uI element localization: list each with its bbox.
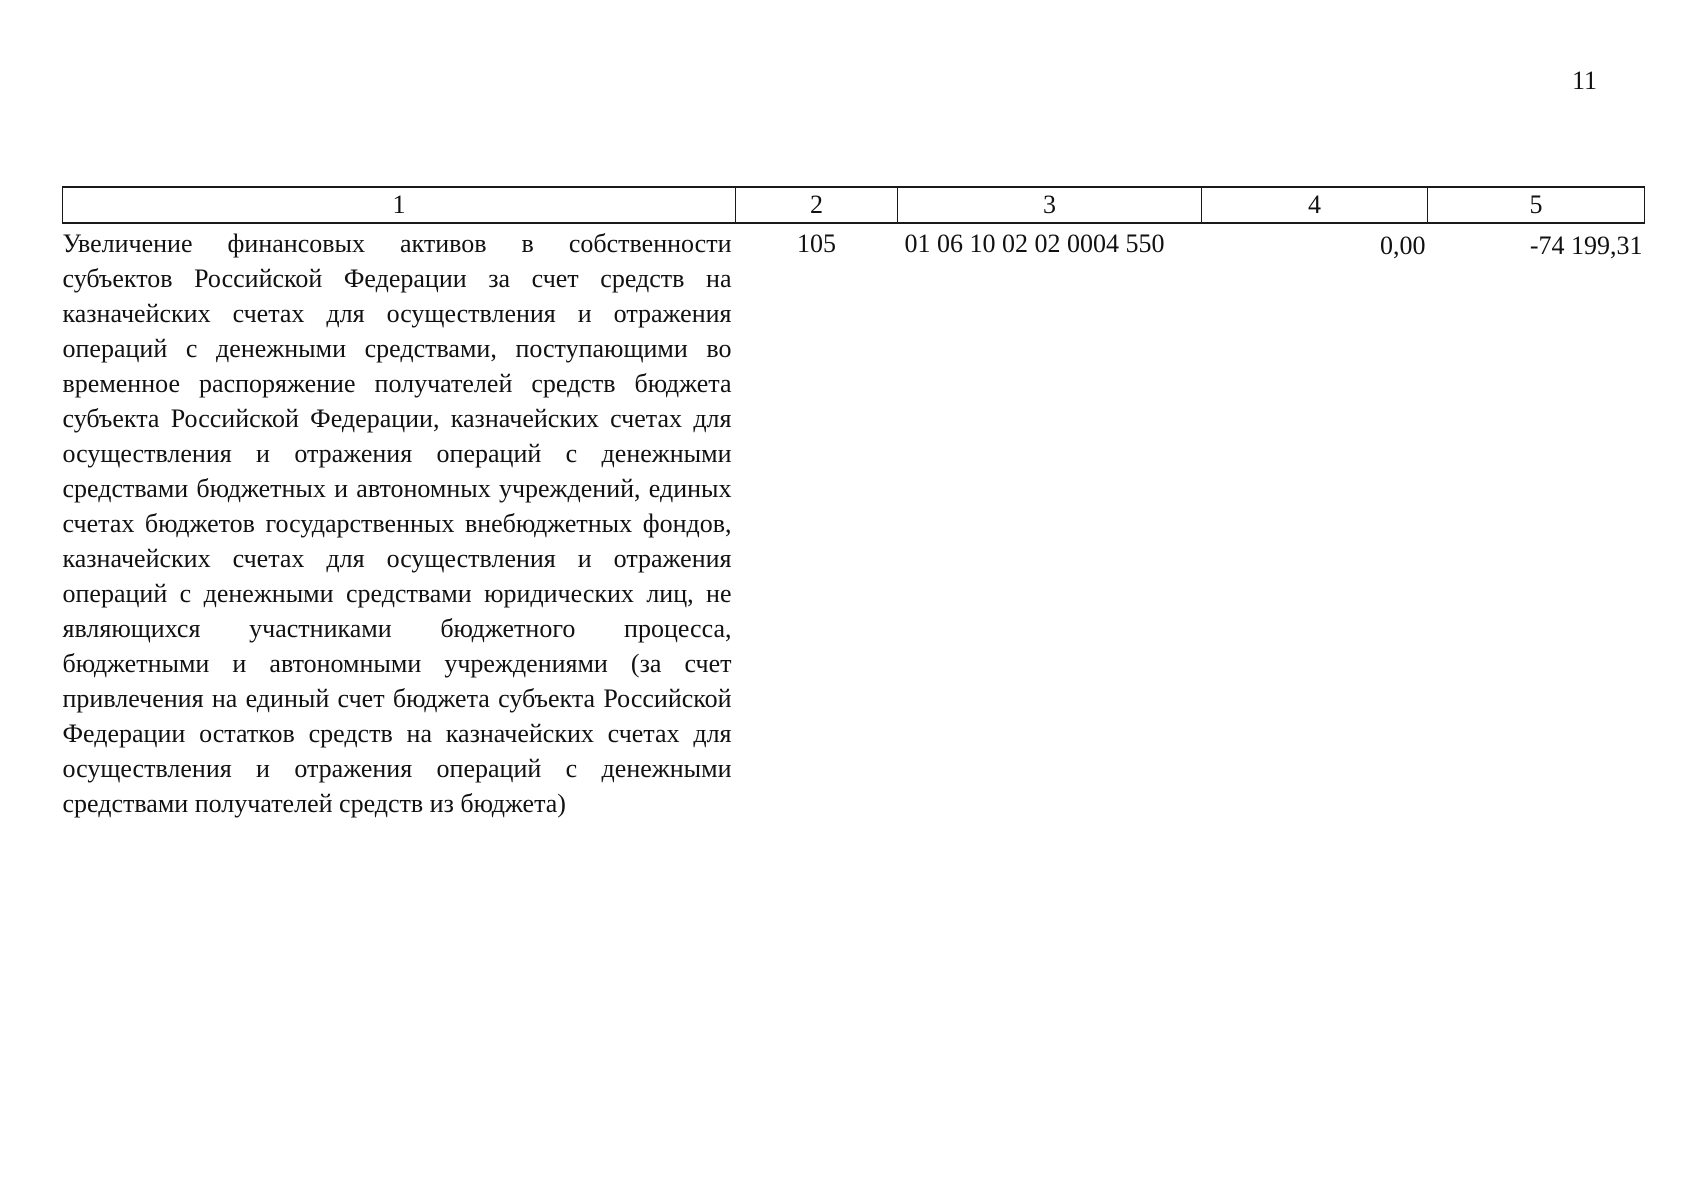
row-description: Увеличение финансовых активов в собственности субъектов Российской Федерации за счет средств на казначейских счетах для осуществления и отражения операций с денежными средствами, поступающими во временное распоряжение получателей средств бюджета субъекта Российской Федерации, казначейских счетах для осуществления и отражения операций с денежными средствами бюджетных и автономных учреждений, единых счетах бюджетов государственных внебюджетных фондов, казначейских счетах для осуществления и отражения операций с денежными средствами юридических лиц, не являющихся участниками бюджетного процесса, бюджетными и автономными учреждениями (за счет привлечения на единый счет бюджета субъекта Российской Федерации остатков средств на казначейских счетах для осуществления и отражения операций с денежными средствами получателей средств из бюджета) — [62, 229, 732, 818]
page-number: 11 — [1572, 66, 1598, 95]
column-header-3: 3 — [898, 187, 1202, 223]
table-row — [63, 223, 1645, 821]
column-header-4: 4 — [1202, 187, 1428, 223]
row-value-column-5: -74 199,31 — [1529, 231, 1643, 260]
column-header-5: 5 — [1428, 187, 1645, 223]
column-header-1: 1 — [63, 187, 736, 223]
table-header-row — [63, 187, 1645, 223]
row-line-code: 105 — [797, 229, 836, 258]
report-table — [62, 186, 1645, 821]
row-budget-classification-code: 01 06 10 02 02 0004 550 — [904, 229, 1165, 258]
report-table-container — [62, 186, 1644, 821]
row-value-column-4: 0,00 — [1380, 231, 1426, 260]
column-header-2: 2 — [736, 187, 898, 223]
